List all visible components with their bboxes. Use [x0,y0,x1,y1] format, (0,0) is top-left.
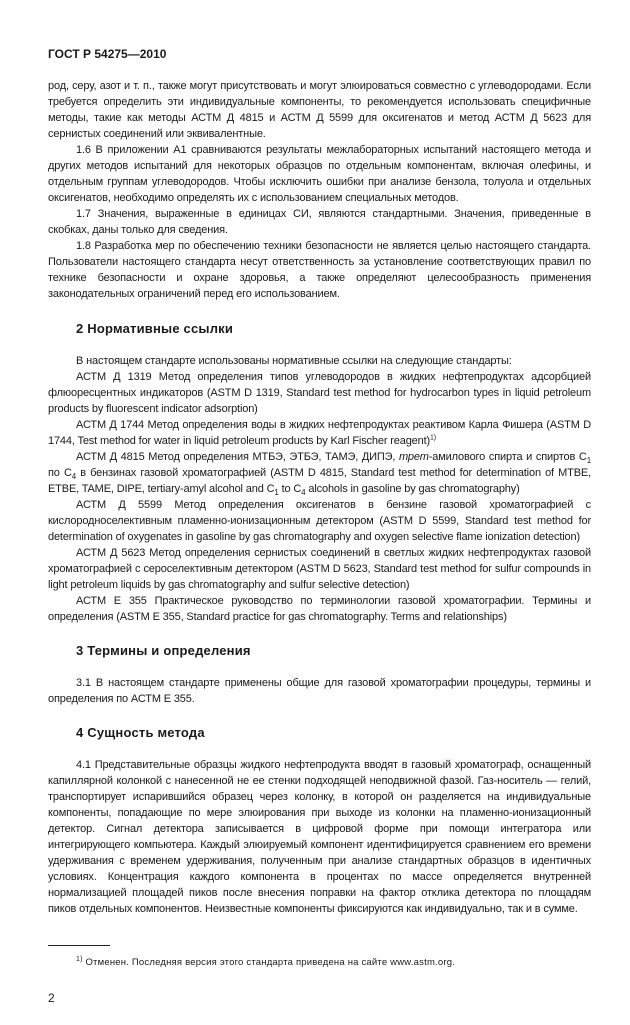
subscript: 4 [71,472,77,482]
reference-astm-d4815 [48,449,591,497]
paragraph-1-7: 1.7 Значения, выраженные в единицах СИ, являются стандартными. Значения, приведенные в скобках, даны только для сведения. [48,208,591,236]
reference-astm-d5623: АСТМ Д 5623 Метод определения сернистых соединений в светлых жидких нефтепродуктах газовой хроматографией с сероселективным детектором (ASTM D 5623, Standard test method for sulfur compounds in light petroleum liquids by gas chromatography and sulfur selective detection) [48,547,591,591]
paragraph-3-1: 3.1 В настоящем стандарте применены общие для газовой хроматографии процедуры, термины и определения по АСТМ Е 355. [48,677,591,705]
footnote-divider [48,945,110,946]
subscript: 1 [274,488,279,498]
document-header: ГОСТ Р 54275—2010 [48,47,167,61]
reference-text: по C [48,467,72,479]
section-2-heading: 2 Нормативные ссылки [76,321,234,336]
document-body [48,78,591,1005]
section-4-heading: 4 Сущность метода [76,725,205,740]
footnote-text: Отменен. Последняя версия этого стандарта приведена на сайте www.astm.org. [82,957,456,968]
reference-text: АСТМ Д 4815 Метод определения МТБЭ, ЭТБЭ, ТАМЭ, ДИПЭ, [76,451,400,463]
reference-text: to C [278,483,302,495]
section-3-heading: 3 Термины и определения [76,643,251,658]
reference-text: -амилового спирта и спиртов C [428,451,587,463]
paragraph-4-1: 4.1 Представительные образцы жидкого нефтепродукта вводят в газовый хроматограф, оснащенный капиллярной колонкой с нанесенной не ее стенки подходящей неподвижной фазой. Газ-носитель — гелий, транспортирует испарившийся образец через колонку, в которой он разделяется на индивидуальные компоненты, попадающие по мере элюирования при выходе из колонки на пламенно-ионизационный детектор. Сигнал детектора записывается в цифровой форме при помощи интегратора или интегрирующего компьютера. Каждый элюируемый компонент идентифицируется сравнением его времени удерживания с временем удерживания, полученным при анализе стандартных образцов в идентичных условиях. Концентрация каждого компонента в процентах по массе определяется внутренней нормализацией площадей пиков после внесения поправки на фактор отклика детектора по площадям пиков отдельных компонентов. Неизвестные компоненты фиксируются как индивидуально, так и в сумме. [48,759,591,915]
references-intro: В настоящем стандарте использованы нормативные ссылки на следующие стандарты: [76,355,512,367]
reference-astm-e355: АСТМ Е 355 Практическое руководство по терминологии газовой хроматографии. Термины и определения (ASTM E 355, Standard practice for gas chromatography. Terms and relationships) [48,595,591,623]
paragraph-1-8: 1.8 Разработка мер по обеспечению техники безопасности не является целью настоящего стандарта. Пользователи настоящего стандарта несут ответственность за установление соответствующих правил по технике безопасности и охране здоровья, а также определяют целесообразность применения законодательных ограничений перед его использованием. [48,240,591,300]
reference-astm-d1319: АСТМ Д 1319 Метод определения типов углеводородов в жидких нефтепродуктах адсорбцией флюоресцентных индикаторов (ASTM D 1319, Standard test method for hydrocarbon types in liquid petroleum products by fluorescent indicator adsorption) [48,371,591,415]
footnote-mark: 1) [76,955,83,963]
subscript: 4 [301,488,306,498]
footnote-marker[interactable]: 1) [430,434,436,442]
reference-astm-d1744 [48,417,591,449]
reference-text: АСТМ Д 1744 Метод определения воды в жидких нефтепродуктах реактивом Карла Фишера (ASTM D 1744, Test method for water in liquid petroleum products by Karl Fischer reagent) [48,419,591,447]
paragraph-1-6: 1.6 В приложении А1 сравниваются результаты межлабораторных испытаний настоящего метода и других методов испытаний для некоторых образцов по отдельным компонентам, включая олефины, и отдельным группам углеводородов. Чтобы исключить ошибки при анализе бензола, толуола и отдельных оксигенатов, необходимо определять их с использованием специальных методов. [48,144,591,204]
reference-text: alcohols in gasoline by gas chromatography) [305,483,520,495]
reference-astm-d5599: АСТМ Д 5599 Метод определения оксигенатов в бензине газовой хроматографией с кислородноселективным пламенно-ионизационным детектором (ASTM D 5599, Standard test method for determination of oxygenates in gasoline by gas chromatography and oxygen selective flame ionization detection) [48,499,591,543]
page-number: 2 [48,991,55,1005]
subscript: 1 [586,456,591,466]
reference-italic: трет [399,451,429,463]
reference-text: в бензинах газовой хроматографией (ASTM D 4815, Standard test method for determination of MTBE, ETBE, TAME, DIPE, tertiary-amyl alcohol and C [48,467,591,495]
paragraph-1-5-continued: род, серу, азот и т. п., также могут присутствовать и могут элюироваться совместно с углеводородами. Если требуется определить эти индивидуальные компоненты, то рекомендуется использовать специфичные методы, такие как методы АСТМ Д 4815 и АСТМ Д 5599 для оксигенатов и метод АСТМ Д 5623 для сернистых соединений или эквивалентные. [48,80,591,140]
footnote [48,956,591,969]
